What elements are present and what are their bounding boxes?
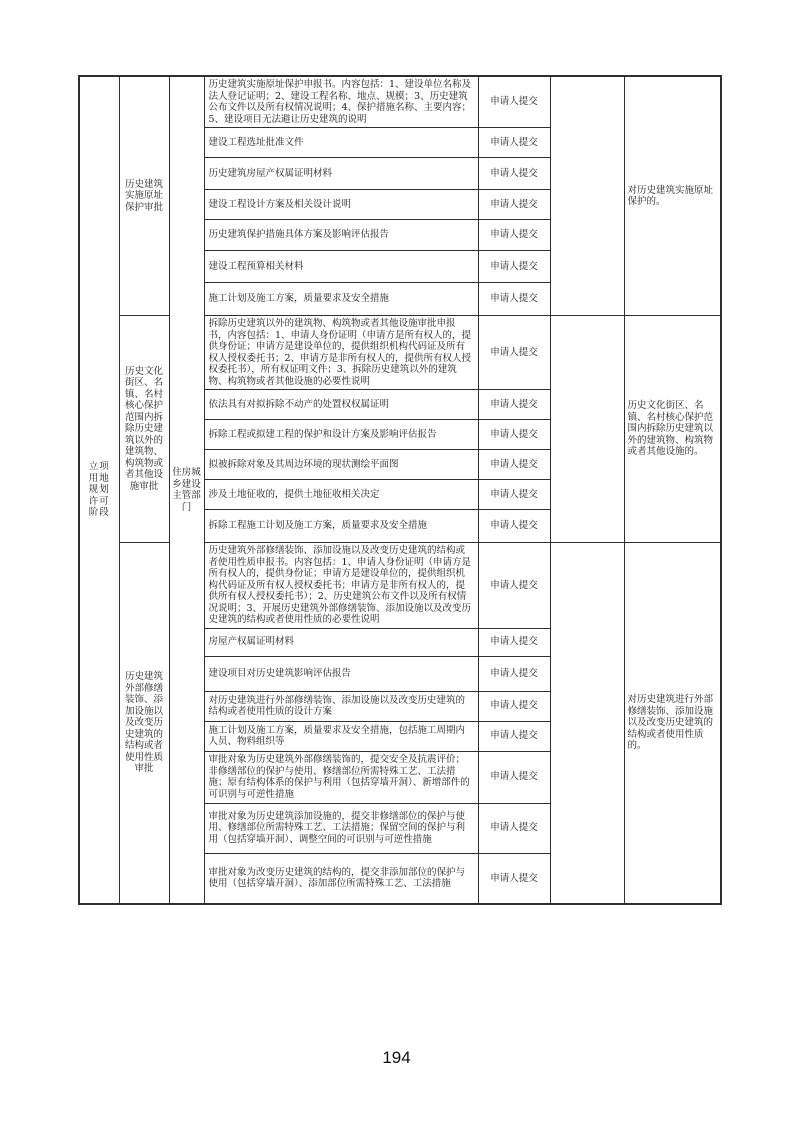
material-cell: 历史建筑外部修缮装饰、添加设施以及改变历史建筑的结构或者使用性质申报书。内容包括：1、申请人身份证明（申请方是所有权人的，提供身份证；申请方是建设单位的，提供组织机构代码证及所有权人授权委托书；申请方是非所有权人的，提供所有权人授权委托书）；2、历史建筑公布文件以及所有权情况说明；3、开展历史建筑外部修缮装饰、添加设施以及改变历史建筑的结构或者使用性质的必要性说明 [204,543,478,629]
submit-cell: 申请人提交 [478,656,550,691]
material-cell: 历史建筑房屋产权属证明材料 [204,158,478,190]
material-cell: 施工计划及施工方案，质量要求及安全措施，包括施工周期内人员、物料组织等 [204,721,478,751]
submit-cell: 申请人提交 [478,853,550,904]
material-cell: 对历史建筑进行外部修缮装饰、添加设施以及改变历史建筑的结构或者使用性质的设计方案 [204,691,478,721]
submit-cell: 申请人提交 [478,128,550,158]
department-cell: 住房城乡建设主管部门 [169,76,204,904]
material-cell: 拆除历史建筑以外的建筑物、构筑物或者其他设施审批申报书，内容包括：1、申请人身份证明（申请方是所有权人的，提供身份证；申请方是建设单位的，提供组织机构代码证及所有权人授权委托书；2、申请方是非所有权人的，提供所有权人授权委托书），所有权证明文件；3、拆除历史建筑以外的建筑物、构筑物或者其他设施的必要性说明 [204,316,478,390]
material-cell: 审批对象为改变历史建筑的结构的，提交非添加部位的保护与使用（包括穿墙开洞）、添加部位所需特殊工艺、工法措施 [204,853,478,904]
submit-cell: 申请人提交 [478,420,550,450]
submit-cell: 申请人提交 [478,251,550,283]
submit-cell: 申请人提交 [478,390,550,420]
material-cell: 依法具有对拟拆除不动产的处置权权属证明 [204,390,478,420]
scope-cell: 对历史建筑进行外部修缮装饰、添加设施以及改变历史建筑的结构或者使用性质的。 [624,543,721,905]
material-cell: 拆除工程或拟建工程的保护和设计方案及影响评估报告 [204,420,478,450]
scope-cell: 历史文化街区、名镇、名村核心保护范围内拆除历史建筑以外的建筑物、构筑物或者其他设施的。 [624,316,721,543]
submit-cell: 申请人提交 [478,76,550,128]
section-title-cell: 历史文化街区、名镇、名村核心保护范围内拆除历史建筑以外的建筑物、构筑物或者其他设施审批 [119,316,169,543]
submit-cell: 申请人提交 [478,158,550,190]
material-cell: 历史建筑保护措施具体方案及影响评估报告 [204,220,478,251]
material-cell: 建设项目对历史建筑影响评估报告 [204,656,478,691]
submit-cell: 申请人提交 [478,450,550,480]
submit-cell: 申请人提交 [478,316,550,390]
submit-cell: 申请人提交 [478,283,550,316]
submit-cell: 申请人提交 [478,510,550,543]
section-title-cell: 历史建筑外部修缮装饰、添加设施以及改变历史建筑的结构或者使用性质审批 [119,543,169,905]
empty-cell [550,543,624,905]
material-cell: 建设工程设计方案及相关设计说明 [204,190,478,220]
submit-cell: 申请人提交 [478,803,550,853]
empty-cell [550,316,624,543]
submit-cell: 申请人提交 [478,628,550,656]
material-cell: 审批对象为历史建筑添加设施的，提交非修缮部位的保护与使用、修缮部位所需特殊工艺、工法措施；保留空间的保护与利用（包括穿墙开洞）、调整空间的可识别与可逆性措施 [204,803,478,853]
material-cell: 拟被拆除对象及其周边环境的现状测绘平面图 [204,450,478,480]
submit-cell: 申请人提交 [478,480,550,510]
material-cell: 审批对象为历史建筑外部修缮装饰的，提交安全及抗震评价；非修缮部位的保护与使用、修缮部位所需特殊工艺、工法措施；原有结构体系的保护与利用（包括穿墙开洞）、新增部件的可识别与可逆性措施 [204,751,478,803]
page-number: 194 [382,1048,411,1067]
submit-cell: 申请人提交 [478,751,550,803]
submit-cell: 申请人提交 [478,190,550,220]
submit-cell: 申请人提交 [478,721,550,751]
material-cell: 涉及土地征收的，提供土地征收相关决定 [204,480,478,510]
submit-cell: 申请人提交 [478,543,550,629]
material-cell: 历史建筑实施原址保护申报书。内容包括：1、建设单位名称及法人登记证明；2、建设工程名称、地点、规模；3、历史建筑公布文件以及所有权情况说明；4、保护措施名称、主要内容；5、建设项目无法避让历史建筑的说明 [204,76,478,128]
material-cell: 拆除工程施工计划及施工方案，质量要求及安全措施 [204,510,478,543]
stage-cell: 立项用地规划许可阶段 [79,76,119,904]
material-cell: 建设工程选址批准文件 [204,128,478,158]
approval-materials-table [78,75,722,905]
material-cell: 施工计划及施工方案，质量要求及安全措施 [204,283,478,316]
material-cell: 房屋产权属证明材料 [204,628,478,656]
section-title-cell: 历史建筑实施原址保护审批 [119,76,169,316]
material-cell: 建设工程预算相关材料 [204,251,478,283]
scope-cell: 对历史建筑实施原址保护的。 [624,76,721,316]
submit-cell: 申请人提交 [478,691,550,721]
empty-cell [550,76,624,316]
submit-cell: 申请人提交 [478,220,550,251]
